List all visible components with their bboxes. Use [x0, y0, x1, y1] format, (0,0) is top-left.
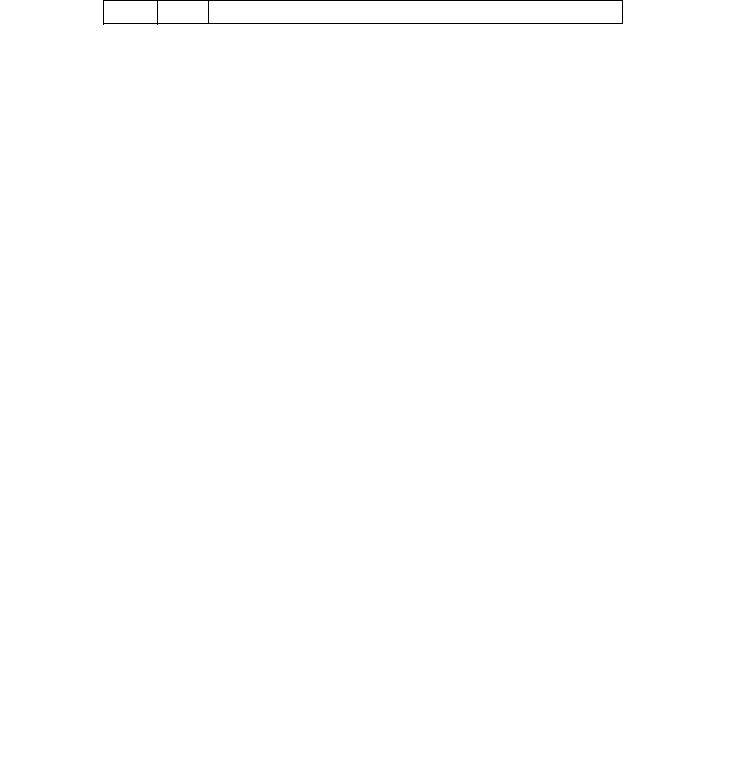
factors-header — [158, 1, 209, 24]
factors-table — [103, 0, 623, 24]
icon-column-header — [104, 1, 158, 24]
table-caption — [209, 1, 623, 24]
